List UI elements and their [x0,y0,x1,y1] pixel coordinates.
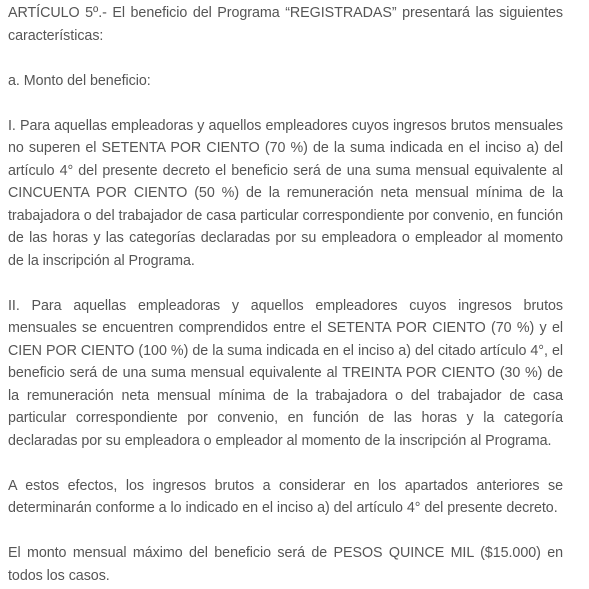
max-amount-paragraph: El monto mensual máximo del beneficio será de PESOS QUINCE MIL ($15.000) en todos los casos. [8,545,563,584]
effects-paragraph: A estos efectos, los ingresos brutos a considerar en los apartados anteriores se determinarán conforme a lo indicado en el inciso a) del artículo 4° del presente decreto. [8,477,563,516]
benefit-item-ii: II. Para aquellas empleadoras y aquellos empleadores cuyos ingresos brutos mensuales se encuentren comprendidos entre el SETENTA POR CIENTO (70 %) y el CIEN POR CIENTO (100 %) de la suma indicada en el inciso a) del citado artículo 4°, el beneficio será de una suma mensual equivalente al TREINTA POR CIENTO (30 %) de la remuneración neta mensual mínima de la trabajadora o del trabajador de casa particular correspondiente por convenio, en función de las horas y la categoría declaradas por su empleadora o empleador al momento de la inscripción al Programa. [8,297,563,449]
article-heading: ARTÍCULO 5º.- El beneficio del Programa “REGISTRADAS” presentará las siguientes características: [8,5,563,44]
section-a-title: a. Monto del beneficio: [8,72,151,89]
benefit-item-i: I. Para aquellas empleadoras y aquellos empleadores cuyos ingresos brutos mensuales no superen el SETENTA POR CIENTO (70 %) de la suma indicada en el inciso a) del artículo 4° del presente decreto el beneficio será de una suma mensual equivalente al CINCUENTA POR CIENTO (50 %) de la remuneración neta mensual mínima de la trabajadora o del trabajador de casa particular correspondiente por convenio, en función de las horas y las categorías declaradas por su empleadora o empleador al momento de la inscripción al Programa. [8,117,563,269]
